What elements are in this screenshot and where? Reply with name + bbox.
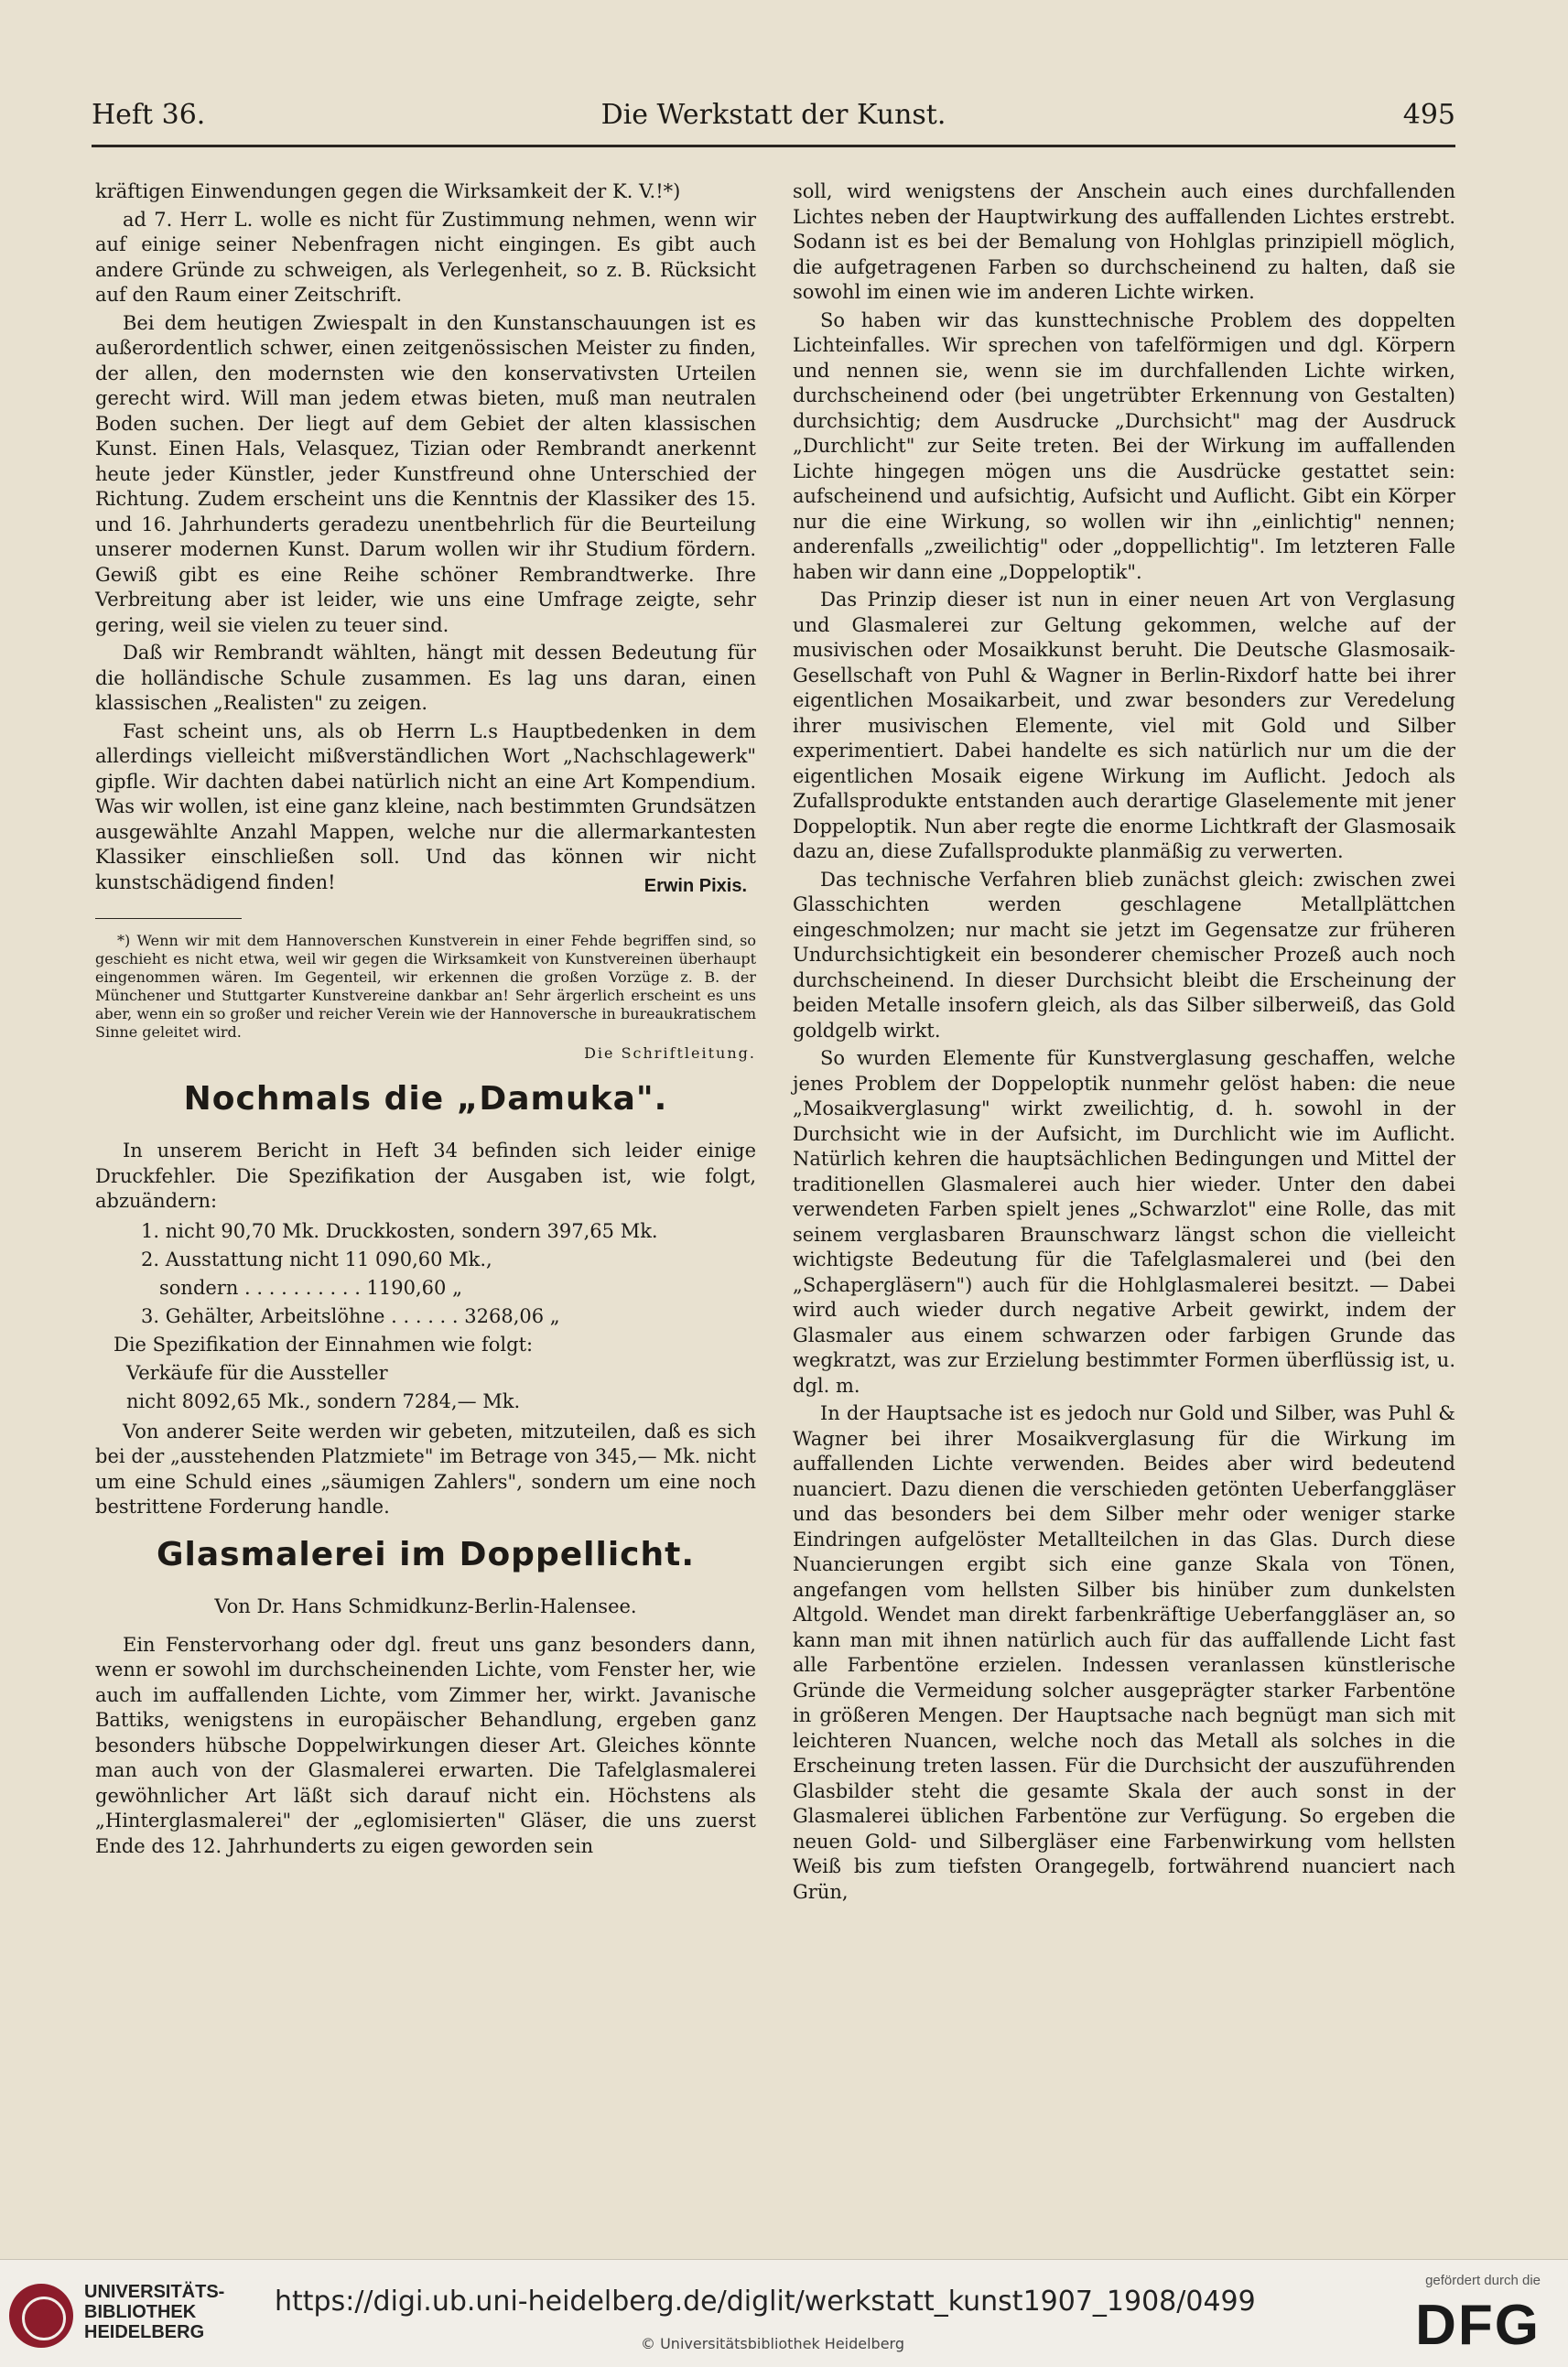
paragraph: Fast scheint uns, als ob Herrn L.s Hauptbedenken in dem allerdings vielleicht mißverständlichen Wort „Nachschlagewerk" gipfle. Wir dachten dabei natürlich nicht an eine Art Kompendium. Was wir wollen, ist eine ganz kleine, nach bestimmten Grundsätzen ausgewählte Anzahl Mappen, welche nur die allermarkantesten Klassiker einschließen soll. Und das können wir nicht kunstschädigend finden! (95, 719, 756, 893)
paragraph: soll, wird wenigstens der Anschein auch eines durchfallenden Lichtes neben der Hauptwirkung des auffallenden Lichtes erstrebt. Sodann ist es bei der Bemalung von Hohlglas prinzipiell möglich, die aufgetragenen Farben so durchscheinend zu halten, daß sie sowohl im einen wie im anderen Lichte wirken. (793, 180, 1455, 303)
dfg-wordmark: DFG (1415, 2294, 1541, 2357)
permalink-url[interactable]: https://digi.ub.uni-heidelberg.de/diglit/werkstatt_kunst1907_1908/0499 (275, 2286, 1256, 2318)
page-header (92, 99, 1455, 145)
expense-item: sondern . . . . . . . . . . 1190,60 „ (159, 1276, 462, 1299)
paragraph: So wurden Elemente für Kunstverglasung geschaffen, welche jenes Problem der Doppeloptik nunmehr gelöst haben: die neue „Mosaikverglasung" wirkt zweilichtig, d. h. sowohl in der Durchsicht wie in der Aufsicht, im Durchlicht wie im Auflicht. Natürlich kehren die hauptsächlichen Bedingungen und Mittel der traditionellen Glasmalerei auch hier wieder. Unter den dabei verwendeten Farben spielt jenes „Schwarzlot" eine Rolle, das mit seinem verglasbaren Braunschwarz längst schon die vielleicht wichtigste Bedeutung für die Tafelglasmalerei und (bei den „Schapergläsern") auch für die Hohlglasmalerei besitzt. — Dabei wird auch wieder durch negative Arbeit gewirkt, indem der Glasmaler aus einem schwarzen oder farbigen Grunde das wegkratzt, was zur Erzielung bestimmter Formen überflüssig ist, u. dgl. m. (793, 1047, 1455, 1397)
logo-text: UNIVERSITÄTS- BIBLIOTHEK HEIDELBERG (84, 2282, 225, 2342)
paragraph: Von anderer Seite werden wir gebeten, mitzuteilen, daß es sich bei der „ausstehenden Platzmiete" im Betrage von 345,— Mk. nicht um eine Schuld eines „säumigen Zahlers", sondern um eine noch bestrittene Forderung handle. (95, 1420, 756, 1518)
income-line: nicht 8092,65 Mk., sondern 7284,— Mk. (126, 1389, 521, 1412)
section-title-glasmalerei: Glasmalerei im Doppellicht. (156, 1535, 696, 1573)
footnote-signature: Die Schriftleitung. (584, 1043, 756, 1062)
expense-item: 2. Ausstattung nicht 11 090,60 Mk., (141, 1248, 492, 1270)
paragraph: Das technische Verfahren blieb zunächst gleich: zwischen zwei Glasschichten werden geschlagene Metallplättchen eingeschmolzen; nur macht sie jetzt im Gegensatze zur früheren Undurchsichtigkeit ein besonderer chemischer Prozeß auch noch durchscheinend. In dieser Durchsicht bleibt die Erscheinung der beiden Metalle insofern gleich, als das Silber silberweiß, das Gold goldgelb wirkt. (793, 868, 1455, 1042)
paragraph: ad 7. Herr L. wolle es nicht für Zustimmung nehmen, wenn wir auf einige seiner Nebenfragen nicht eingingen. Es gibt auch andere Gründe zu schweigen, als Verlegenheit, so z. B. Rücksicht auf den Raum einer Zeitschrift. (95, 208, 756, 306)
footnote (95, 932, 756, 1063)
issue-number: Heft 36. (92, 99, 206, 131)
paragraph: In unserem Bericht in Heft 34 befinden sich leider einige Druckfehler. Die Spezifikation der Ausgaben ist, wie folgt, abzuändern: (95, 1140, 756, 1212)
expense-item: 3. Gehälter, Arbeitslöhne . . . . . . 3268,06 „ (141, 1304, 560, 1327)
author-signature: Erwin Pixis. (643, 876, 747, 896)
paragraph: So haben wir das kunsttechnische Problem des doppelten Lichteinfalles. Wir sprechen von tafelförmigen und dgl. Körpern und nennen sie, wenn sie im durchfallenden Lichte wirken, durchscheinend oder (bei ungetrübter Erkennung von Gestalten) durchsichtig; dem Ausdrucke „Durchsicht" mag der Ausdruck „Durchlicht" zur Seite treten. Bei der Wirkung im auffallenden Lichte hingegen mögen uns die Ausdrücke gestattet sein: aufscheinend und aufsichtig, Aufsicht und Auflicht. Gibt ein Körper nur die eine Wirkung, so wollen wir ihn „einlichtig" nennen; anderenfalls „zweilichtig" oder „doppellichtig". Im letzteren Falle haben wir dann eine „Doppeloptik". (793, 308, 1455, 583)
paragraph: kräftigen Einwendungen gegen die Wirksamkeit der K. V.!*) (95, 180, 681, 202)
left-column (95, 179, 756, 1862)
paragraph: Daß wir Rembrandt wählten, hängt mit dessen Bedeutung für die holländische Schule zusammen. Es lag uns daran, einen klassischen „Realisten" zu zeigen. (95, 642, 756, 714)
dfg-logo[interactable] (1385, 2273, 1541, 2361)
income-intro: Die Spezifikation der Einnahmen wie folgt: (114, 1333, 534, 1356)
header-rule (92, 145, 1455, 147)
footnote-separator (95, 918, 242, 919)
income-line: Verkäufe für die Aussteller (126, 1361, 388, 1384)
viewer-footer (0, 2259, 1568, 2367)
copyright-notice: © Universitätsbibliothek Heidelberg (641, 2335, 905, 2352)
footnote-text: *) Wenn wir mit dem Hannoverschen Kunstverein in einer Fehde begriffen sind, so geschieht es nicht etwa, weil wir gegen die Wirksamkeit von Kunstvereinen überhaupt eingenommen wären. Im Gegenteil, wir erkennen die großen Vorzüge z. B. der Münchener und Stuttgarter Kunstvereine dankbar an! Sehr ärgerlich erscheint es uns aber, wenn ein so großer und reicher Verein wie der Hannoversche in bureaukratischem Sinne geleitet wird. (95, 931, 756, 1041)
page-number: 495 (1402, 99, 1455, 131)
expense-item: 1. nicht 90,70 Mk. Druckkosten, sondern 397,65 Mk. (141, 1219, 658, 1242)
paragraph: Das Prinzip dieser ist nun in einer neuen Art von Verglasung und Glasmalerei zur Geltung gekommen, welche auf der musivischen oder Mosaikkunst beruht. Die Deutsche Glasmosaik-Gesellschaft von Puhl & Wagner in Berlin-Rixdorf hatte bei ihrer eigentlichen Mosaikarbeit, und zwar besonders zur Veredelung ihrer musivischen Elemente, viel mit Gold und Silber experimentiert. Dabei handelte es sich natürlich nur um die der eigentlichen Mosaik eigene Wirkung im Auflicht. Jedoch als Zufallsprodukte entstanden auch derartige Glaselemente mit jener Doppeloptik. Nun aber regte die enorme Lichtkraft der Glasmosaik dazu an, diese Zufallsprodukte planmäßig zu verwerten. (793, 589, 1455, 862)
paragraph: Ein Fenstervorhang oder dgl. freut uns ganz besonders dann, wenn er sowohl im durchscheinenden Lichte, vom Fenster her, wie auch im auffallenden Lichte, vom Zimmer her, wirkt. Javanische Battiks, wenigstens in europäischer Behandlung, ergeben ganz besonders hübsche Doppelwirkungen dieser Art. Gleiches könnte man auch von der Glasmalerei erwarten. Die Tafelglasmalerei gewöhnlicher Art läßt sich darauf nicht ein. Höchstens als „Hinterglasmalerei" der „eglomisierten" Gläser, die uns zuerst Ende des 12. Jahrhunderts zu eigen geworden sein (95, 1633, 756, 1857)
paragraph: In der Hauptsache ist es jedoch nur Gold und Silber, was Puhl & Wagner bei ihrer Mosaikverglasung für die Wirkung im auffallenden Lichte verwenden. Beides aber wird bedeutend nuanciert. Dazu dienen die verschieden getönten Ueberfanggläser und das besonders bei dem Silber mehr oder weniger starke Eindringen aufgelöster Metallteilchen in das Glas. Durch diese Nuancierungen ergibt sich eine ganze Skala von Tönen, angefangen vom hellsten Silber bis hinüber zum dunkelsten Altgold. Wendet man direkt farbenkräftige Ueberfanggläser an, so kann man mit ihnen natürlich auch für das auffallende Licht fast alle Farbentöne erzielen. Indessen veranlassen künstlerische Gründe die Vermeidung solcher ausgeprägter starker Farbentöne in größeren Mengen. Der Hauptsache nach begnügt man sich mit leichteren Nuancen, welche noch das Metall als solches in die Erscheinung treten lassen. Für die Durchsicht der auszuführenden Glasbilder steht die gesamte Skala der auch sonst in der Glasmalerei üblichen Farbentöne zur Verfügung. So ergeben die neuen Gold- und Silbergläser eine Farbenwirkung vom hellsten Weiß bis zum tiefsten Orangegelb, fortwährend nuanciert nach Grün, (793, 1402, 1455, 1903)
journal-title: Die Werkstatt der Kunst. (600, 99, 946, 131)
university-library-logo[interactable] (9, 2280, 229, 2353)
seal-icon (9, 2284, 73, 2348)
dfg-caption: gefördert durch die (1425, 2273, 1541, 2288)
byline: Von Dr. Hans Schmidkunz-Berlin-Halensee. (214, 1595, 637, 1617)
paragraph: Bei dem heutigen Zwiespalt in den Kunstanschauungen ist es außerordentlich schwer, einen zeitgenössischen Meister zu finden, der allen, den modernsten wie den konservativsten Urteilen gerecht wird. Will man jedem etwas bieten, muß man neutralen Boden suchen. Der liegt auf dem Gebiet der alten klassischen Kunst. Einen Hals, Velasquez, Tizian oder Rembrandt anerkennt heute jeder Künstler, jeder Kunstfreund ohne Unterschied der Richtung. Zudem erscheint uns die Kenntnis der Klassiker des 15. und 16. Jahrhunderts geradezu unentbehrlich für die Beurteilung unserer modernen Kunst. Darum wollen wir ihr Studium fördern. Gewiß gibt es eine Reihe schöner Rembrandtwerke. Ihre Verbreitung aber ist leider, wie uns eine Umfrage zeigte, sehr gering, weil sie vielen zu teuer sind. (95, 311, 756, 636)
right-column (793, 179, 1455, 1908)
section-title-damuka: Nochmals die „Damuka". (183, 1079, 668, 1118)
expense-list (95, 1217, 756, 1416)
